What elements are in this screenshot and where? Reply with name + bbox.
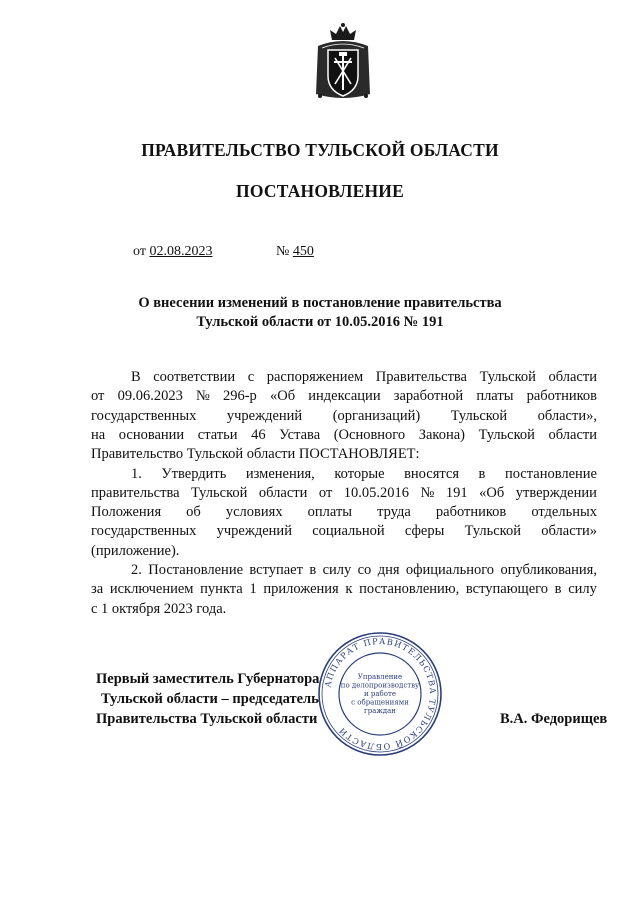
- subject-line: О внесении изменений в постановление правительства: [138, 295, 502, 311]
- body-text-line: Правительство Тульской области ПОСТАНОВЛЯЕТ:: [91, 446, 420, 463]
- stamp-center-line: по делопроизводству: [340, 681, 420, 690]
- stamp-ring-text: АППАРАТ ПРАВИТЕЛЬСТВА ТУЛЬСКОЙ ОБЛАСТИ: [322, 635, 439, 753]
- number-value: 450: [292, 244, 314, 259]
- signatory-name: В.А. Федорищев: [500, 711, 608, 727]
- org-title: ПРАВИТЕЛЬСТВО ТУЛЬСКОЙ ОБЛАСТИ: [141, 140, 499, 160]
- signatory-position-line: Первый заместитель Губернатора: [96, 671, 320, 687]
- body-text-line: от 09.06.2023 № 296-р «Об индексации заработной платы работников: [91, 388, 597, 405]
- stamp-center-line: и работе: [364, 690, 396, 698]
- subject-line: Тульской области от 10.05.2016 № 191: [196, 314, 444, 330]
- document-type-title: ПОСТАНОВЛЕНИЕ: [236, 181, 404, 201]
- body-text-line: 1. Утвердить изменения, которые вносятся в постановление: [131, 465, 597, 482]
- body-text-line: государственных учреждений (организаций) Тульской области»,: [91, 407, 597, 424]
- stamp-center-line: граждан: [364, 707, 396, 715]
- document-number: № 450: [276, 244, 314, 259]
- document-date: от 02.08.2023: [133, 244, 213, 259]
- document-subject: [0, 294, 640, 332]
- body-text-line: правительства Тульской области от 10.05.2016 № 191 «Об утверждении: [91, 484, 597, 501]
- body-text-line: Положения об условиях оплаты труда работников отдельных: [91, 504, 597, 521]
- body-text-line: В соответствии с распоряжением Правительства Тульской области: [131, 369, 597, 385]
- body-text-line: государственных учреждений социальной сферы Тульской области»: [91, 523, 597, 540]
- body-text-line: (приложение).: [91, 542, 180, 559]
- official-stamp: [316, 630, 444, 758]
- stamp-center-line: с обращениями: [351, 698, 409, 707]
- body-text-line: с 1 октября 2023 года.: [91, 600, 227, 617]
- stamp-center-line: Управление: [357, 673, 403, 681]
- signatory-position-line: Правительства Тульской области: [96, 711, 318, 727]
- signatory-position-line: Тульской области – председатель: [101, 691, 319, 707]
- body-text-line: на основании статьи 46 Устава (Основного Закона) Тульской области: [91, 426, 597, 443]
- body-text-line: 2. Постановление вступает в силу со дня официального опубликования,: [131, 562, 597, 578]
- date-value: 02.08.2023: [149, 244, 213, 259]
- coat-of-arms-emblem: [312, 22, 374, 104]
- body-text-line: за исключением пункта 1 приложения к постановлению, вступающего в силу: [91, 581, 597, 598]
